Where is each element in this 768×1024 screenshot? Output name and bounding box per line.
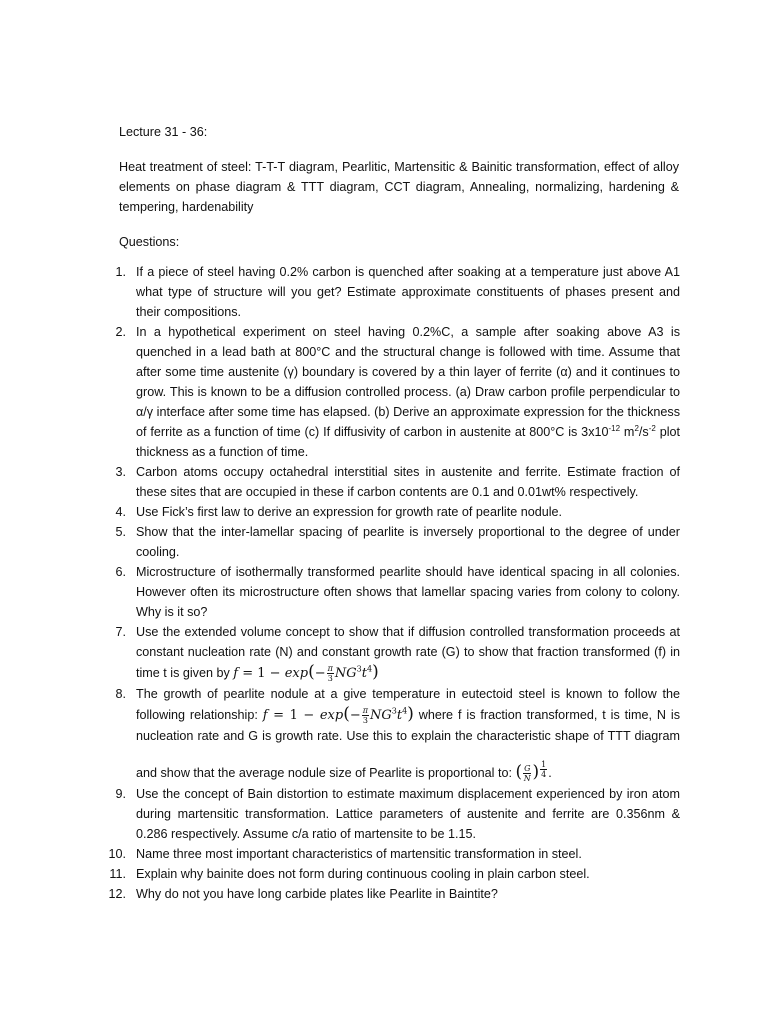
question-list — [104, 262, 680, 904]
question-item — [104, 322, 680, 462]
question-number: 4. — [115, 505, 126, 519]
open-paren: ( — [308, 662, 315, 682]
question-text — [136, 684, 680, 784]
formula-lhs: f — [233, 666, 239, 681]
formula-minus: − — [314, 666, 326, 681]
close-paren: ) — [372, 662, 379, 682]
superscript: 4 — [366, 664, 373, 674]
question-number: 5. — [115, 525, 126, 539]
fraction-numerator: π — [362, 706, 369, 715]
question-text: If a piece of steel having 0.2% carbon is quenched after soaking at a temperature just above A1 what type of structure will you get? Estimate approximate constituents of phases present and their compositions. — [136, 265, 680, 319]
question-text: Use Fick’s first law to derive an expression for growth rate of pearlite nodule. — [136, 505, 563, 519]
question-number: 12. — [108, 886, 126, 901]
question-text: Use the concept of Bain distortion to estimate maximum displacement experienced by iron atom during martensitic transformation. Lattice parameters of austenite and ferrite are 0.356nm & 0.286 respectively. Assume c/a ratio of martensite to be 1.15. — [136, 786, 680, 841]
question-text — [136, 322, 680, 462]
question-number: 10. — [108, 846, 126, 861]
fraction-denominator: N — [523, 773, 531, 783]
question-text: Microstructure of isothermally transformed pearlite should have identical spacing in all colonies. However often its microstructure often shows that lamellar spacing varies from colony to colony. Why is it so? — [136, 565, 680, 619]
fraction-denominator: 4 — [541, 770, 547, 779]
formula-t: t — [396, 708, 403, 723]
formula-exp: exp — [319, 708, 344, 723]
exponent-fraction — [539, 760, 548, 779]
lecture-title: Lecture 31 - 36: — [119, 125, 208, 139]
open-paren: ( — [515, 761, 523, 782]
question-text-part: plot thickness as a function of time. — [136, 425, 680, 459]
open-paren: ( — [343, 704, 350, 724]
question-text: Explain why bainite does not form during continuous cooling in plain carbon steel. — [136, 866, 590, 881]
superscript: 3 — [391, 706, 397, 716]
question-text: Show that the inter-lamellar spacing of pearlite is inversely proportional to the degree of under cooling. — [136, 525, 680, 559]
formula-equals: = 1 − — [267, 708, 320, 723]
nodule-size-formula — [515, 760, 548, 784]
formula-equals: = 1 − — [238, 666, 285, 681]
question-item — [104, 884, 680, 904]
question-number: 11. — [109, 866, 126, 881]
formula-lhs: f — [262, 708, 268, 723]
question-number: 9. — [115, 786, 126, 801]
question-item — [104, 622, 680, 684]
lecture-topics: Heat treatment of steel: T-T-T diagram, Pearlitic, Martensitic & Bainitic transformation, effect of alloy elements on phase diagram & TTT diagram, CCT diagram, Annealing, normalizing, hardening & tempering, hardenability — [119, 160, 679, 214]
question-text-part: /s — [638, 425, 649, 439]
one-over-four-fraction — [540, 760, 547, 779]
question-item — [104, 502, 680, 522]
fraction-numerator: 1 — [541, 760, 547, 769]
pi-over-three-fraction — [362, 706, 369, 725]
question-text-part: m — [620, 425, 635, 439]
question-text: Why do not you have long carbide plates like Pearlite in Baintite? — [136, 886, 498, 901]
fraction-numerator: π — [327, 664, 333, 673]
question-item — [104, 784, 680, 844]
pi-over-three-fraction — [327, 664, 334, 683]
superscript: -2 — [648, 423, 656, 433]
fraction-numerator: G — [524, 763, 531, 773]
question-text: Carbon atoms occupy octahedral interstitial sites in austenite and ferrite. Estimate fraction of these sites that are occupied in these if carbon contents are 0.1 and 0.01wt% respectively. — [136, 465, 680, 499]
question-item — [104, 562, 680, 622]
question-text-part: . — [548, 765, 552, 780]
question-item — [104, 864, 680, 884]
close-paren: ) — [407, 704, 414, 724]
question-item — [104, 462, 680, 502]
question-number: 7. — [115, 625, 126, 639]
fraction-denominator: 3 — [362, 716, 368, 725]
question-text: Name three most important characteristics of martensitic transformation in steel. — [136, 846, 582, 861]
superscript: 2 — [634, 423, 639, 433]
formula-exp: exp — [284, 666, 309, 681]
question-text — [136, 622, 680, 684]
question-number: 1. — [115, 265, 126, 279]
question-item — [104, 262, 680, 322]
questions-heading: Questions: — [119, 235, 180, 249]
close-paren: ) — [532, 761, 540, 782]
question-text-part: The growth of pearlite nodule at a give temperature in eutectoid steel is known to follow the following relationship: — [136, 687, 680, 722]
question-number: 2. — [115, 325, 126, 339]
transformation-formula — [262, 704, 414, 725]
formula-t: t — [361, 666, 367, 681]
question-number: 3. — [115, 465, 126, 479]
formula-minus: − — [349, 708, 361, 723]
superscript: 4 — [402, 706, 408, 716]
transformation-formula — [233, 662, 379, 683]
question-text-part: In a hypothetical experiment on steel having 0.2%C, a sample after soaking above A3 is quenched in a lead bath at 800°C and the structural change is followed with time. Assume that after some time austenite (γ) boundary is covered by a thin layer of ferrite (α) and it continues to grow. This is known to be a diffusion controlled process. (a) Draw carbon profile perpendicular to α/γ interface after some time has elapsed. (b) Derive an approximate expression for the thickness of ferrite as a function of time (c) If diffusivity of carbon in austenite at 800°C is 3x10 — [136, 325, 680, 439]
formula-ng: NG — [334, 666, 357, 681]
superscript: 3 — [356, 664, 362, 674]
question-text-part: Use the extended volume concept to show that if diffusion controlled transformation proceeds at constant nucleation rate (N) and constant growth rate (G) to show that fraction transformed (f) in time t is given by — [136, 625, 680, 680]
question-item — [104, 684, 680, 784]
question-item — [104, 844, 680, 864]
fraction-denominator: 3 — [327, 674, 333, 683]
question-item — [104, 522, 680, 562]
question-text-part: where f is fraction transformed, t is time, N is nucleation rate and G is growth rate. Use this to explain the characteristic shape of TTT diagram and show that the average nodule size of Pearlite is proportional to: — [136, 708, 680, 780]
g-over-n-fraction — [523, 764, 531, 783]
question-number: 6. — [115, 565, 126, 579]
formula-ng: NG — [370, 708, 392, 723]
superscript: -12 — [608, 423, 621, 433]
question-number: 8. — [115, 687, 126, 701]
